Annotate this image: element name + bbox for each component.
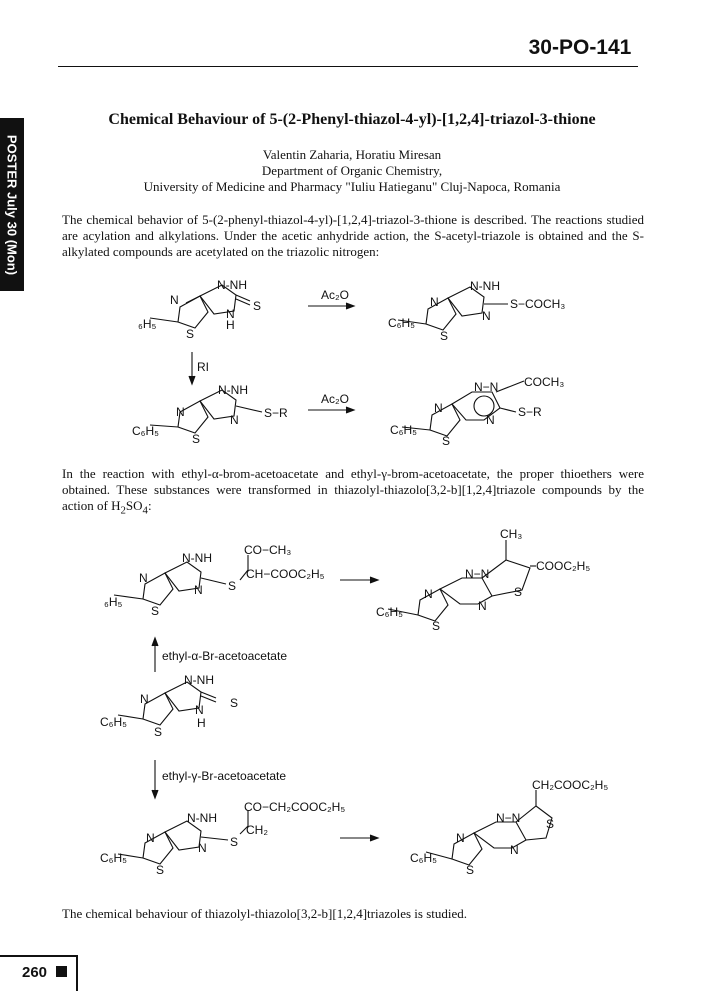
- atom-n: N: [195, 703, 204, 717]
- structure-thioether-alpha: [104, 543, 325, 618]
- triazole-nn: N−N: [465, 567, 490, 581]
- structure-thione-2: [100, 673, 238, 739]
- atom-n: N: [170, 293, 179, 307]
- reagent-ac2o: Ac₂O: [321, 392, 349, 406]
- triazole-nnh: N-NH: [217, 278, 247, 292]
- atom-n: N: [194, 583, 203, 597]
- atom-h: H: [226, 318, 235, 332]
- arrow-head: [189, 376, 195, 384]
- arrow-head: [346, 303, 354, 309]
- phenyl-label: ₆H₅: [104, 595, 123, 609]
- atom-s: S: [186, 327, 195, 341]
- author-names: Valentin Zaharia, Horatiu Miresan: [262, 147, 442, 162]
- poster-code: 30-PO-141: [528, 36, 632, 59]
- phenyl-label: ₆H₅: [138, 317, 157, 331]
- intro-paragraph: The chemical behavior of 5-(2-phenyl-thiazol-4-yl)-[1,2,4]-triazol-3-thione is described. The reactions studied are acylation and alkylations. Under the acetic anhydride action, the S-acetyl-triazole is obtained and the S-alkylated compounds are acetylated on the triazolic nitrogen:: [62, 212, 644, 259]
- atom-n: N: [176, 405, 185, 419]
- reagent-ac2o: Ac₂O: [321, 288, 349, 302]
- s-r-group: S−R: [518, 405, 542, 419]
- phenyl-label: C₆H₅: [388, 316, 416, 330]
- atom-s: S: [514, 585, 523, 599]
- atom-s: S: [546, 817, 555, 831]
- atom-s: S: [156, 863, 165, 877]
- atom-h: H: [197, 716, 206, 730]
- author-block: [60, 147, 644, 195]
- phenyl-label: C₆H₅: [100, 715, 128, 729]
- atom-n: N: [482, 309, 491, 323]
- atom-s: S: [432, 619, 441, 633]
- reagent-ri: RI: [197, 360, 209, 374]
- formula-end: :: [147, 498, 152, 513]
- atom-s: S: [230, 696, 239, 710]
- structure-s-alkyl: [132, 383, 288, 446]
- atom-n: N: [146, 831, 155, 845]
- page-number: 260: [22, 964, 48, 981]
- methylene-group: CH₂: [246, 823, 268, 837]
- atom-n: N: [230, 413, 239, 427]
- alkylation-paragraph: [62, 466, 644, 519]
- atom-n: N: [424, 587, 433, 601]
- header-rule: [58, 66, 638, 67]
- ester-group: CH₂COOC₂H₅: [532, 778, 609, 792]
- atom-n: N: [510, 843, 519, 857]
- atom-s: S: [228, 579, 237, 593]
- atom-s: S: [440, 329, 449, 343]
- atom-n: N: [434, 401, 443, 415]
- atom-s: S: [192, 432, 201, 446]
- arrow-head: [346, 407, 354, 413]
- page-square-mark: [56, 966, 67, 977]
- phenyl-label: C₆H₅: [376, 605, 404, 619]
- structure-fused-ester: [410, 778, 608, 877]
- phenyl-label: C₆H₅: [410, 851, 438, 865]
- triazole-nn: N−N: [474, 380, 499, 394]
- atom-n: N: [456, 831, 465, 845]
- atom-n: N: [486, 413, 495, 427]
- atom-n: N: [430, 295, 439, 309]
- scheme-acylation: [0, 270, 704, 460]
- ester-group: COOC₂H₅: [536, 559, 591, 573]
- alkylation-text: In the reaction with ethyl-α-brom-acetoacetate and ethyl-γ-brom-acetoacetate, the proper thioethers were obtained. These substances were transformed in thiazolyl-thiazolo[3,2-b][1,2,4]triazole compounds by the action of H: [62, 466, 644, 513]
- methyl-group: CH₃: [500, 528, 523, 541]
- acetyl-group: CO−CH₃: [244, 543, 292, 557]
- scheme-cyclization: [0, 528, 704, 888]
- author-department: Department of Organic Chemistry,: [261, 163, 443, 178]
- subscript-4: 4: [142, 504, 148, 517]
- atom-s: S: [154, 725, 163, 739]
- side-tab-label: POSTER July 30 (Mon): [4, 134, 20, 276]
- arrow-head: [152, 638, 158, 646]
- atom-n: N: [140, 692, 149, 706]
- arrow-head: [370, 835, 378, 841]
- atom-s: S: [151, 604, 160, 618]
- ester-group: CH−COOC₂H₅: [246, 567, 325, 581]
- atom-n: N: [198, 841, 207, 855]
- structure-fused-methyl: [376, 528, 590, 633]
- triazole-nnh: N-NH: [187, 811, 217, 825]
- closing-paragraph: The chemical behaviour of thiazolyl-thiazolo[3,2-b][1,2,4]triazoles is studied.: [62, 906, 468, 921]
- author-university: University of Medicine and Pharmacy "Iuliu Hatieganu" Cluj-Napoca, Romania: [143, 179, 561, 194]
- subscript-2: 2: [120, 504, 126, 517]
- triazole-nnh: N-NH: [184, 673, 214, 687]
- structure-thioether-gamma: [100, 800, 345, 877]
- triazole-nnh: N-NH: [470, 279, 500, 293]
- ketoester-group: CO−CH₂COOC₂H₅: [244, 800, 346, 814]
- phenyl-label: C₆H₅: [100, 851, 128, 865]
- atom-n: N: [226, 307, 235, 321]
- atom-s: S: [230, 835, 239, 849]
- reagent-alpha: ethyl-α-Br-acetoacetate: [162, 649, 287, 663]
- atom-n: N: [139, 571, 148, 585]
- triazole-nnh: N-NH: [218, 383, 248, 397]
- structure-s-acetyl: [388, 279, 565, 343]
- reagent-gamma: ethyl-γ-Br-acetoacetate: [162, 769, 287, 783]
- atom-s: S: [253, 299, 262, 313]
- formula-so: SO: [125, 498, 143, 513]
- triazole-nnh: N-NH: [182, 551, 212, 565]
- atom-s: S: [466, 863, 475, 877]
- paper-title: Chemical Behaviour of 5-(2-Phenyl-thiazol-4-yl)-[1,2,4]-triazol-3-thione: [108, 111, 596, 128]
- triazole-nn: N−N: [496, 811, 521, 825]
- structure-thione-1: [138, 278, 261, 341]
- s-acetyl-group: S−COCH₃: [510, 297, 566, 311]
- arrow-head: [370, 577, 378, 583]
- n-acetyl-group: COCH₃: [524, 375, 565, 389]
- atom-s: S: [442, 434, 451, 448]
- phenyl-label: C₆H₅: [132, 424, 160, 438]
- s-r-group: S−R: [264, 406, 288, 420]
- phenyl-label: C₆H₅: [390, 423, 418, 437]
- atom-n: N: [478, 599, 487, 613]
- structure-n-acetyl: [390, 375, 564, 448]
- arrow-head: [152, 790, 158, 798]
